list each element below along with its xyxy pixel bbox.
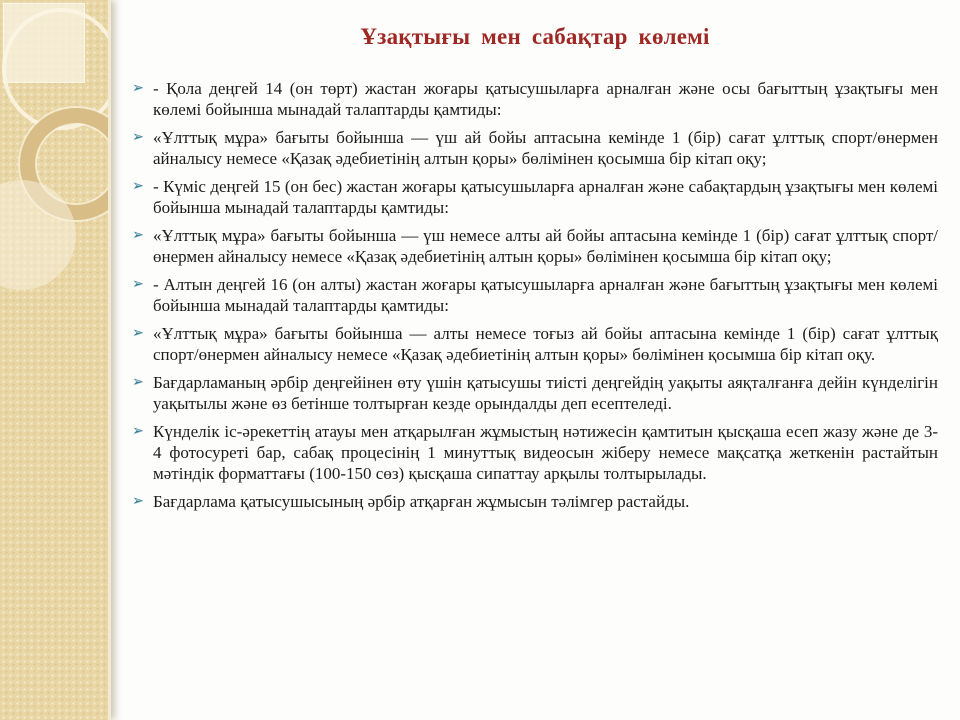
- bullet-list: [132, 78, 938, 512]
- bullet-text: Бағдарламаның әрбір деңгейінен өту үшін қатысушы тиісті деңгейдің уақыты аяқталғанға дейін күнделігін уақытылы және өз бетінше толтырған кезде орындалды деп есептеледі.: [153, 373, 938, 413]
- arrow-bullet-icon: ➢: [132, 129, 144, 145]
- arrow-bullet-icon: ➢: [132, 374, 144, 390]
- arrow-bullet-icon: ➢: [132, 80, 144, 96]
- bullet-item: [132, 323, 938, 365]
- theme-side-band: [0, 0, 111, 720]
- arrow-bullet-icon: ➢: [132, 178, 144, 194]
- arrow-bullet-icon: ➢: [132, 493, 144, 509]
- bullet-text: - Алтын деңгей 16 (он алты) жастан жоғары қатысушыларға арналған және бағыттың ұзақтығы мен көлемі бойынша мынадай талаптарды қамтиды:: [153, 275, 938, 315]
- bullet-text: - Қола деңгей 14 (он төрт) жастан жоғары қатысушыларға арналған және осы бағыттың ұзақтығы мен көлемі бойынша мынадай талаптарды қамтиды:: [153, 79, 938, 119]
- bullet-text: Бағдарлама қатысушысының әрбір атқарған жұмысын тәлімгер растайды.: [153, 492, 690, 511]
- bullet-item: [132, 225, 938, 267]
- bullet-item: [132, 274, 938, 316]
- bullet-text: «Ұлттық мұра» бағыты бойынша — үш ай бойы аптасына кемінде 1 (бір) сағат ұлттық спорт/өнермен айналысу немесе «Қазақ әдебиетінің алтын қоры» бөлімінен қосымша бір кітап оқу;: [153, 128, 938, 168]
- bullet-item: [132, 78, 938, 120]
- bullet-text: - Күміс деңгей 15 (он бес) жастан жоғары қатысушыларға арналған және сабақтардың ұзақтығы мен көлемі бойынша мынадай талаптарды қамтиды:: [153, 177, 938, 217]
- arrow-bullet-icon: ➢: [132, 423, 144, 439]
- arrow-bullet-icon: ➢: [132, 325, 144, 341]
- bullet-text: «Ұлттық мұра» бағыты бойынша — үш немесе алты ай бойы аптасына кемінде 1 (бір) сағат ұлттық спорт/өнермен айналысу немесе «Қазақ әдебиетінің алтын қоры» бөлімінен қосымша бір кітап оқу;: [153, 226, 938, 266]
- bullet-text: «Ұлттық мұра» бағыты бойынша — алты немесе тоғыз ай бойы аптасына кемінде 1 (бір) сағат ұлттық спорт/өнермен айналысу немесе «Қазақ әдебиетінің алтын қоры» бөлімінен қосымша бір кітап оқу.: [153, 324, 938, 364]
- slide-title: Ұзақтығы мен сабақтар көлемі: [360, 24, 710, 49]
- arrow-bullet-icon: ➢: [132, 276, 144, 292]
- bullet-item: [132, 127, 938, 169]
- bullet-text: Күнделік іс-әрекеттің атауы мен атқарылған жұмыстың нәтижесін қамтитын қысқаша есеп жазу және де 3-4 фотосуреті бар, сабақ процесінің 1 минуттық видеосын жіберу немесе мақсатқа жеткенін растайтын мәтіндік форматтағы (100-150 сөз) қысқаша сипаттау арқылы толтырылады.: [153, 422, 938, 483]
- bullet-item: [132, 176, 938, 218]
- slide-content: [108, 0, 960, 720]
- arrow-bullet-icon: ➢: [132, 227, 144, 243]
- bullet-item: [132, 372, 938, 414]
- bullet-item: [132, 491, 938, 512]
- bullet-item: [132, 421, 938, 484]
